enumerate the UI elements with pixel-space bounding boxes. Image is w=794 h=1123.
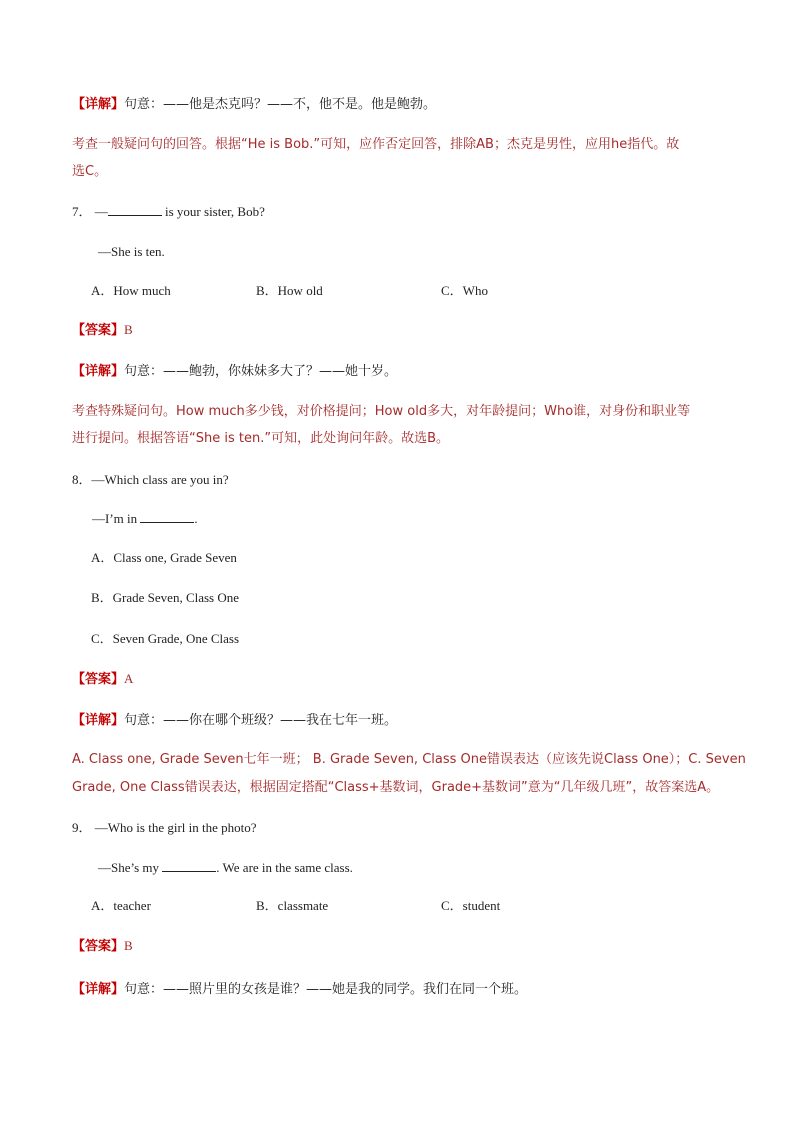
q9-option-a: A．teacher — [91, 898, 151, 913]
q9-reply — [98, 860, 353, 876]
detail-label: 【详解】 — [72, 982, 125, 997]
q9-number: 9． — [72, 820, 92, 835]
q8-option-c: C．Seven Grade, One Class — [91, 631, 240, 646]
q8-blank — [140, 511, 194, 523]
q9-option-b: B．classmate — [256, 898, 329, 913]
q8-reply-prefix: —I’m in — [92, 511, 138, 526]
q6-explain-line-2: 选C。 — [72, 164, 108, 179]
q6-explain-line-1: 考查一般疑问句的回答。根据“He is Bob.”可知，应作否定回答，排除AB；杰克是男性，应用he指代。故 — [72, 137, 680, 152]
q8-option-a: A．Class one, Grade Seven — [91, 550, 237, 565]
q8-reply — [92, 511, 198, 527]
q7-blank — [108, 204, 162, 216]
q7-option-b: B．How old — [256, 283, 323, 298]
q9-detail-line — [72, 981, 527, 998]
q8-option-b: B．Grade Seven, Class One — [91, 590, 240, 605]
q8-explain-line-2: Grade, One Class错误表达，根据固定搭配“Class+基数词，Grade+基数词”意为“几年级几班”，故答案选A。 — [72, 780, 720, 795]
answer-label: 【答案】 — [72, 939, 125, 954]
q7-stem-prefix: — — [94, 204, 108, 219]
q8-reply-suffix: . — [194, 511, 198, 526]
q7-detail-meaning: 句意：——鲍勃，你妹妹多大了？——她十岁。 — [124, 364, 398, 379]
answer-label: 【答案】 — [72, 672, 125, 687]
q9-stem — [72, 820, 257, 836]
q7-stem-suffix: is your sister, Bob? — [165, 204, 265, 219]
q7-explain-line-1: 考查特殊疑问句。How much多少钱，对价格提问；How old多大，对年龄提问；Who谁，对身份和职业等 — [72, 404, 691, 419]
q7-detail-line — [72, 363, 397, 380]
detail-label: 【详解】 — [72, 713, 125, 728]
q9-reply-suffix: . We are in the same class. — [216, 860, 353, 875]
answer-label: 【答案】 — [72, 323, 125, 338]
q7-answer-value: B — [124, 322, 133, 337]
q9-answer-line — [72, 938, 133, 955]
q7-option-c: C．Who — [441, 283, 488, 298]
q8-stem-text: —Which class are you in? — [91, 472, 229, 487]
q7-reply: —She is ten. — [98, 244, 165, 259]
q8-detail-line — [72, 712, 397, 729]
q7-stem — [72, 204, 265, 220]
q9-reply-prefix: —She’s my — [98, 860, 160, 875]
q9-answer-value: B — [124, 938, 133, 953]
q8-detail-meaning: 句意：——你在哪个班级？——我在七年一班。 — [124, 713, 398, 728]
q7-option-a: A．How much — [91, 283, 171, 298]
q7-answer-line — [72, 322, 133, 339]
detail-label: 【详解】 — [72, 97, 125, 112]
q9-option-c: C．student — [441, 898, 501, 913]
detail-label: 【详解】 — [72, 364, 125, 379]
q8-number: 8． — [72, 472, 92, 487]
q9-stem-text: —Who is the girl in the photo? — [94, 820, 257, 835]
q9-detail-meaning: 句意：——照片里的女孩是谁？——她是我的同学。我们在同一个班。 — [124, 982, 528, 997]
q6-detail-meaning: 句意：——他是杰克吗？——不，他不是。他是鲍勃。 — [124, 97, 437, 112]
q7-number: 7． — [72, 204, 92, 219]
q7-explain-line-2: 进行提问。根据答语“She is ten.”可知，此处询问年龄。故选B。 — [72, 431, 449, 446]
q6-detail-line — [72, 96, 436, 113]
q9-blank — [162, 860, 216, 872]
q8-answer-value: A — [124, 671, 134, 686]
q8-answer-line — [72, 671, 133, 688]
q8-stem — [72, 472, 229, 488]
q8-explain-line-1: A. Class one, Grade Seven七年一班； B. Grade Seven, Class One错误表达（应该先说Class One）；C. Seven — [72, 752, 746, 767]
